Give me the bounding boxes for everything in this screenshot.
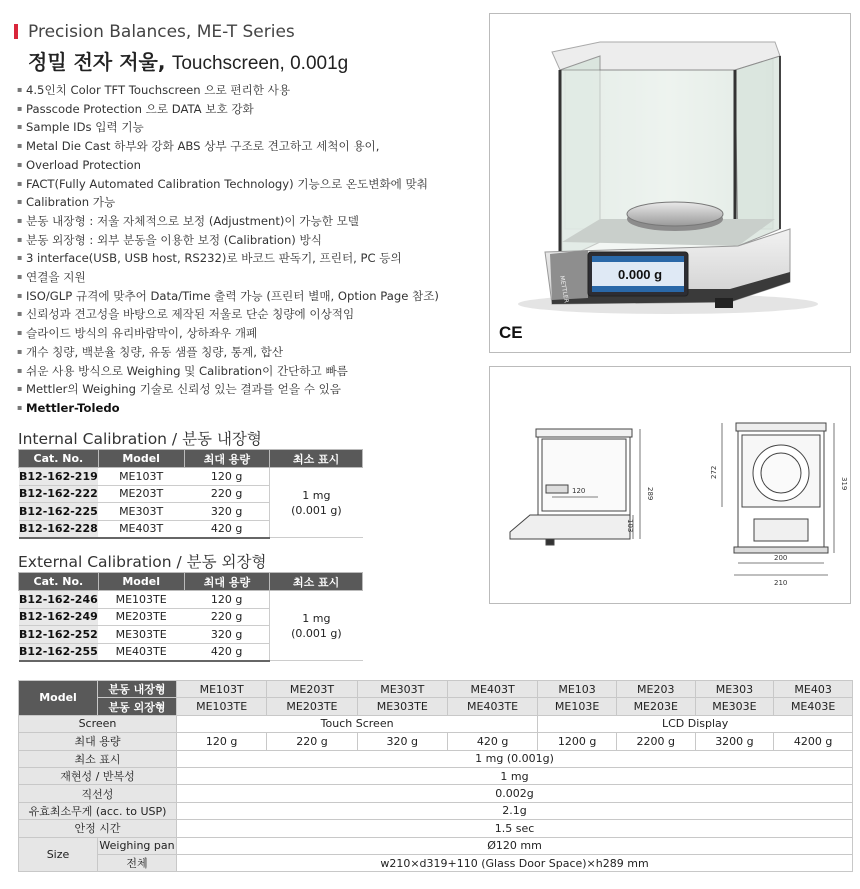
feature-item: ▪ 연결을 지원 [18, 268, 478, 287]
capacity-cell: 420 g [184, 643, 270, 661]
spec-pan-value: Ø120 mm [177, 837, 853, 854]
feature-item: ▪ 3 interface(USB, USB host, RS232)로 바코드 판독기, 프린터, PC 등의 [18, 249, 478, 268]
spec-capacity-cell: 4200 g [774, 733, 853, 750]
external-calibration-table [18, 572, 363, 662]
spec-capacity-label: 최대 용량 [19, 733, 177, 750]
spec-row-internal [19, 681, 853, 698]
spec-row-external [19, 698, 853, 715]
capacity-cell: 320 g [184, 626, 270, 644]
spec-row [19, 767, 853, 784]
table-header-row [19, 573, 363, 591]
spec-external-label: 분동 외장형 [98, 698, 177, 715]
model-cell: ME303T [98, 503, 184, 521]
spec-capacity-cell: 1200 g [538, 733, 617, 750]
spec-model-cell: ME203 [616, 681, 695, 698]
title-subtitle: Touchscreen, 0.001g [171, 53, 349, 74]
capacity-cell: 120 g [184, 591, 270, 609]
spec-row-value: 1.5 sec [177, 820, 853, 837]
spec-model-cell: ME203T [267, 681, 357, 698]
feature-item: ▪ 신뢰성과 견고성을 바탕으로 제작된 저울로 단순 칭량에 이상적임 [18, 305, 478, 324]
spec-total-value: w210×d319+110 (Glass Door Space)×h289 mm [177, 854, 853, 871]
dim-289: 289 [646, 487, 654, 501]
feature-item: ▪ Sample IDs 입력 기능 [18, 118, 478, 137]
spec-model-cell: ME103T [177, 681, 267, 698]
internal-calibration-table [18, 449, 363, 539]
spec-capacity-cell: 120 g [177, 733, 267, 750]
feature-item: ▪ 분동 내장형 : 저울 자체적으로 보정 (Adjustment)이 가능한 모델 [18, 212, 478, 231]
col-cat-no: Cat. No. [19, 450, 99, 468]
col-model: Model [98, 573, 184, 591]
spec-row-capacity [19, 733, 853, 750]
min-display-value-g: (0.001 g) [291, 503, 342, 517]
dim-120: 120 [572, 487, 586, 495]
table-header-row [19, 450, 363, 468]
feature-item: ▪ Calibration 가능 [18, 193, 478, 212]
spec-row-label: 재현성 / 반복성 [19, 767, 177, 784]
series-title: Precision Balances, ME-T Series [28, 22, 295, 42]
feature-item: ▪ Mettler의 Weighing 기술로 신뢰성 있는 결과를 얻을 수 있음 [18, 380, 478, 399]
model-cell: ME203T [98, 485, 184, 503]
spec-pan-label: Weighing pan [98, 837, 177, 854]
spec-model-cell: ME403TE [447, 698, 537, 715]
table-row [19, 591, 363, 609]
spec-row-label: 직선성 [19, 785, 177, 802]
dim-200: 200 [774, 554, 788, 562]
capacity-cell: 420 g [184, 520, 270, 538]
spec-screen-label: Screen [19, 715, 177, 732]
spec-size-label: Size [19, 837, 98, 872]
spec-model-cell: ME203TE [267, 698, 357, 715]
cat-no-cell: B12-162-222 [19, 485, 99, 503]
spec-row-pan [19, 837, 853, 854]
title-korean: 정밀 전자 저울, [28, 50, 166, 74]
spec-model-cell: ME303T [357, 681, 447, 698]
capacity-cell: 120 g [184, 468, 270, 486]
display-reading: 0.000 g [618, 267, 663, 282]
spec-capacity-cell: 420 g [447, 733, 537, 750]
feature-item: ▪ Passcode Protection 으로 DATA 보호 강화 [18, 100, 478, 119]
dim-103: 103 [626, 519, 634, 533]
capacity-cell: 320 g [184, 503, 270, 521]
cat-no-cell: B12-162-255 [19, 643, 99, 661]
spec-model-cell: ME103 [538, 681, 617, 698]
spec-capacity-cell: 220 g [267, 733, 357, 750]
spec-row-label: 유효최소무게 (acc. to USP) [19, 802, 177, 819]
spec-model-cell: ME203E [616, 698, 695, 715]
dimension-drawing [489, 366, 851, 604]
feature-item-brand: ▪ Mettler-Toledo [18, 399, 478, 418]
spec-row-value: 1 mg [177, 767, 853, 784]
col-min-display: 최소 표시 [270, 573, 363, 591]
spec-capacity-cell: 2200 g [616, 733, 695, 750]
model-cell: ME103T [98, 468, 184, 486]
spec-model-cell: ME403 [774, 681, 853, 698]
dim-272: 272 [710, 465, 718, 479]
spec-row [19, 802, 853, 819]
spec-row-value: 0.002g [177, 785, 853, 802]
model-cell: ME403T [98, 520, 184, 538]
col-capacity: 최대 용량 [184, 450, 270, 468]
cat-no-cell: B12-162-252 [19, 626, 99, 644]
spec-capacity-cell: 320 g [357, 733, 447, 750]
internal-calibration-title: Internal Calibration / 분동 내장형 [18, 430, 262, 448]
spec-row-value: 1 mg (0.001g) [177, 750, 853, 767]
feature-item: ▪ 슬라이드 방식의 유리바람막이, 상하좌우 개폐 [18, 324, 478, 343]
spec-model-cell: ME103TE [177, 698, 267, 715]
cat-no-cell: B12-162-219 [19, 468, 99, 486]
spec-row [19, 785, 853, 802]
col-min-display: 최소 표시 [270, 450, 363, 468]
spec-row-total [19, 854, 853, 871]
spec-model-cell: ME403T [447, 681, 537, 698]
spec-row-label: 안정 시간 [19, 820, 177, 837]
capacity-cell: 220 g [184, 485, 270, 503]
spec-model-cell: ME303E [695, 698, 774, 715]
cat-no-cell: B12-162-225 [19, 503, 99, 521]
brand-label: METTLER [558, 275, 570, 304]
capacity-cell: 220 g [184, 608, 270, 626]
spec-internal-label: 분동 내장형 [98, 681, 177, 698]
model-cell: ME203TE [98, 608, 184, 626]
min-display-value: 1 mg [302, 611, 331, 625]
spec-model-label: Model [19, 681, 98, 716]
min-display-cell [270, 468, 363, 538]
spec-table [18, 680, 853, 872]
balance-illustration [490, 14, 850, 352]
model-cell: ME103TE [98, 591, 184, 609]
dimension-svg [490, 367, 850, 603]
spec-row-label: 최소 표시 [19, 750, 177, 767]
dim-319: 319 [840, 477, 848, 491]
spec-row [19, 750, 853, 767]
min-display-value: 1 mg [302, 488, 331, 502]
col-capacity: 최대 용량 [184, 573, 270, 591]
spec-model-cell: ME403E [774, 698, 853, 715]
min-display-cell [270, 591, 363, 661]
feature-item: ▪ FACT(Fully Automated Calibration Technology) 기능으로 온도변화에 맞춰 [18, 175, 478, 194]
ce-mark: CE [499, 323, 523, 342]
spec-model-cell: ME303 [695, 681, 774, 698]
feature-list [18, 81, 478, 418]
cat-no-cell: B12-162-249 [19, 608, 99, 626]
cat-no-cell: B12-162-228 [19, 520, 99, 538]
spec-capacity-cell: 3200 g [695, 733, 774, 750]
page-title [28, 46, 348, 75]
model-cell: ME303TE [98, 626, 184, 644]
spec-row [19, 820, 853, 837]
product-photo [489, 13, 851, 353]
dim-210: 210 [774, 579, 788, 587]
accent-bar [14, 24, 18, 39]
feature-item: ▪ 분동 외장형 : 외부 분동을 이용한 보정 (Calibration) 방식 [18, 231, 478, 250]
feature-item: ▪ Metal Die Cast 하부와 강화 ABS 상부 구조로 견고하고 세척이 용이, [18, 137, 478, 156]
spec-screen-touch: Touch Screen [177, 715, 538, 732]
spec-total-label: 전체 [98, 854, 177, 871]
spec-row-screen [19, 715, 853, 732]
cat-no-cell: B12-162-246 [19, 591, 99, 609]
model-cell: ME403TE [98, 643, 184, 661]
spec-row-value: 2.1g [177, 802, 853, 819]
feature-item: ▪ ISO/GLP 규격에 맞추어 Data/Time 출력 가능 (프린터 별매, Option Page 참조) [18, 287, 478, 306]
feature-item: ▪ 4.5인치 Color TFT Touchscreen 으로 편리한 사용 [18, 81, 478, 100]
table-row [19, 468, 363, 486]
col-cat-no: Cat. No. [19, 573, 99, 591]
external-calibration-title: External Calibration / 분동 외장형 [18, 553, 267, 571]
col-model: Model [98, 450, 184, 468]
feature-item: ▪ Overload Protection [18, 156, 478, 175]
feature-item: ▪ 개수 칭량, 백분율 칭량, 유동 샘플 칭량, 통계, 합산 [18, 343, 478, 362]
feature-item: ▪ 쉬운 사용 방식으로 Weighing 및 Calibration이 간단하고 빠름 [18, 362, 478, 381]
spec-screen-lcd: LCD Display [538, 715, 853, 732]
spec-model-cell: ME303TE [357, 698, 447, 715]
min-display-value-g: (0.001 g) [291, 626, 342, 640]
spec-model-cell: ME103E [538, 698, 617, 715]
